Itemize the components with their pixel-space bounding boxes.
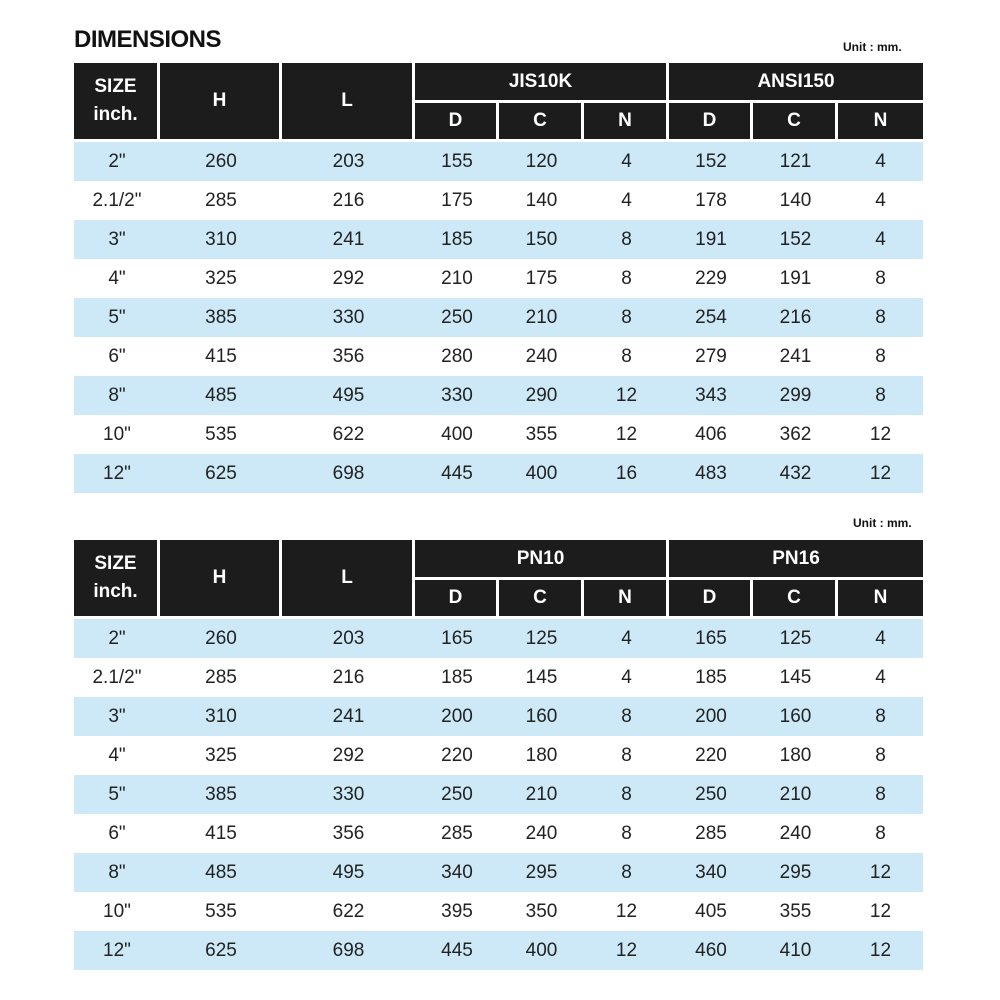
table-cell-g2-d: 165: [669, 619, 753, 658]
table-cell-l: 203: [282, 142, 415, 181]
table-cell-g1-c: 400: [499, 454, 584, 493]
table-cell-h: 325: [205, 267, 237, 289]
table-cell-g1-n: 12: [584, 376, 669, 415]
table-cell-g1-n: 8: [584, 220, 669, 259]
table-cell-g1-c: 355: [525, 423, 558, 445]
table-cell-g1-n: 4: [621, 666, 632, 688]
l-header: L: [282, 540, 415, 619]
table-cell-g1-c: 150: [499, 220, 584, 259]
table-cell-l: 495: [282, 376, 415, 415]
table-cell-g1-n: 16: [584, 454, 669, 493]
sub-header-d: D: [669, 580, 753, 619]
sub-header-n: N: [584, 580, 669, 619]
table-cell-size: 8": [74, 376, 160, 415]
table-cell-g1-d: 185: [441, 666, 473, 688]
table-cell-g1-c: 290: [499, 376, 584, 415]
table-cell-g1-c: 240: [525, 822, 558, 844]
size-header-unit: inch.: [93, 581, 138, 602]
group-header-pn16: PN16: [669, 540, 923, 580]
table-cell-g2-d: 343: [669, 376, 753, 415]
table-cell-g2-c: 140: [779, 189, 812, 211]
sub-header-n: N: [838, 580, 923, 619]
table-cell-g2-n: 4: [838, 220, 923, 259]
table-cell-g1-c: 350: [525, 900, 558, 922]
table-cell-h: 310: [160, 697, 282, 736]
table-cell-g1-n: 8: [584, 853, 669, 892]
table-cell-g1-c: 180: [525, 744, 558, 766]
size-header: [74, 540, 160, 619]
table-cell-g2-n: 12: [869, 900, 892, 922]
table-cell-g1-d: 220: [441, 744, 473, 766]
table-cell-g2-d: 178: [695, 189, 727, 211]
table-cell-h: 385: [160, 775, 282, 814]
table-cell-g2-d: 483: [669, 454, 753, 493]
table-cell-g2-d: 285: [695, 822, 727, 844]
table-cell-l: 292: [332, 267, 365, 289]
table-cell-size: 6": [108, 345, 126, 367]
table-cell-g2-c: 160: [753, 697, 838, 736]
table-cell-l: 356: [332, 345, 365, 367]
table-cell-g2-c: 362: [779, 423, 812, 445]
table-cell-g2-d: 185: [695, 666, 727, 688]
table-cell-g1-n: 4: [621, 189, 632, 211]
table-cell-g1-c: 295: [499, 853, 584, 892]
table-cell-g2-d: 191: [669, 220, 753, 259]
table-cell-g2-c: 355: [779, 900, 812, 922]
table-cell-g1-c: 240: [525, 345, 558, 367]
group-header-ansi150: ANSI150: [669, 63, 923, 103]
table-cell-l: 622: [332, 423, 365, 445]
table-cell-size: 6": [108, 822, 126, 844]
table-cell-g1-n: 8: [621, 345, 632, 367]
table-cell-g2-c: 410: [753, 931, 838, 970]
table-cell-g2-c: 125: [753, 619, 838, 658]
page-title: DIMENSIONS: [74, 26, 222, 53]
group-header-jis10k: JIS10K: [415, 63, 669, 103]
table-cell-g2-n: 12: [838, 931, 923, 970]
table-cell-size: 2": [74, 142, 160, 181]
table-cell-size: 3": [74, 220, 160, 259]
table-cell-g1-d: 165: [415, 619, 499, 658]
table-cell-size: 5": [74, 775, 160, 814]
sub-header-n: N: [584, 103, 669, 142]
table-cell-g2-n: 8: [875, 744, 886, 766]
table-cell-g1-n: 8: [584, 775, 669, 814]
table-cell-size: 4": [108, 744, 126, 766]
table-cell-g2-n: 12: [869, 423, 892, 445]
table-cell-g2-n: 8: [838, 697, 923, 736]
table-cell-g1-d: 185: [415, 220, 499, 259]
table-cell-h: 285: [205, 189, 237, 211]
table-cell-l: 622: [332, 900, 365, 922]
table-cell-g2-c: 432: [753, 454, 838, 493]
table-cell-g1-d: 280: [441, 345, 473, 367]
table-cell-g2-d: 405: [695, 900, 727, 922]
size-header-label: SIZE: [94, 76, 137, 98]
table-cell-h: 415: [205, 345, 237, 367]
table-cell-g2-n: 8: [838, 376, 923, 415]
table-cell-size: 12": [74, 931, 160, 970]
table-cell-g2-d: 254: [669, 298, 753, 337]
table-cell-g2-c: 299: [753, 376, 838, 415]
table-cell-l: 495: [282, 853, 415, 892]
table-cell-g1-n: 12: [615, 900, 638, 922]
table-cell-l: 356: [332, 822, 365, 844]
table-cell-g2-n: 8: [838, 775, 923, 814]
table-cell-g2-n: 4: [838, 142, 923, 181]
table-cell-g1-c: 210: [499, 298, 584, 337]
table-cell-h: 260: [160, 142, 282, 181]
table-cell-size: 12": [74, 454, 160, 493]
table-cell-l: 292: [332, 744, 365, 766]
table-cell-h: 485: [160, 853, 282, 892]
table-cell-size: 10": [103, 900, 131, 922]
table-cell-g2-n: 12: [838, 454, 923, 493]
dimensions-table-jis-ansi: [74, 63, 923, 493]
table-cell-l: 698: [282, 931, 415, 970]
table-cell-l: 216: [332, 189, 365, 211]
table-cell-g2-d: 200: [669, 697, 753, 736]
table-cell-size: 10": [103, 423, 131, 445]
table-cell-g2-c: 295: [753, 853, 838, 892]
table-cell-g2-c: 145: [779, 666, 812, 688]
table-cell-g2-n: 4: [875, 666, 886, 688]
table-cell-g2-n: 8: [875, 345, 886, 367]
table-cell-g1-c: 145: [525, 666, 558, 688]
table-cell-l: 203: [282, 619, 415, 658]
h-header: H: [160, 540, 282, 619]
table-cell-g2-n: 8: [838, 298, 923, 337]
table-cell-h: 285: [205, 666, 237, 688]
table-cell-h: 260: [160, 619, 282, 658]
table-cell-g2-c: 210: [753, 775, 838, 814]
table-cell-g1-n: 12: [615, 423, 638, 445]
table-cell-g2-d: 460: [669, 931, 753, 970]
sub-header-d: D: [415, 580, 499, 619]
table-cell-g2-c: 180: [779, 744, 812, 766]
table-cell-l: 241: [282, 697, 415, 736]
table-cell-g1-d: 210: [441, 267, 473, 289]
sub-header-d: D: [415, 103, 499, 142]
table-cell-g1-d: 200: [415, 697, 499, 736]
table-cell-h: 535: [205, 423, 237, 445]
table-cell-g2-n: 8: [875, 822, 886, 844]
table-cell-g1-n: 4: [584, 142, 669, 181]
table-cell-g1-d: 340: [415, 853, 499, 892]
table-cell-g1-d: 445: [415, 931, 499, 970]
table-cell-g1-n: 8: [621, 267, 632, 289]
unit-label: Unit : mm.: [843, 40, 902, 54]
table-cell-h: 485: [160, 376, 282, 415]
table-cell-g2-d: 279: [695, 345, 727, 367]
table-cell-g1-d: 330: [415, 376, 499, 415]
table-cell-g1-n: 8: [584, 298, 669, 337]
table-cell-g1-c: 210: [499, 775, 584, 814]
table-cell-g1-c: 125: [499, 619, 584, 658]
table-cell-g1-c: 400: [499, 931, 584, 970]
table-cell-g1-c: 120: [499, 142, 584, 181]
table-cell-g2-n: 12: [838, 853, 923, 892]
table-cell-g2-n: 4: [875, 189, 886, 211]
table-cell-size: 2.1/2": [92, 666, 142, 688]
table-cell-g2-d: 250: [669, 775, 753, 814]
table-cell-g1-n: 12: [584, 931, 669, 970]
table-cell-g1-d: 285: [441, 822, 473, 844]
table-cell-l: 216: [332, 666, 365, 688]
table-cell-g1-d: 400: [441, 423, 473, 445]
table-cell-g2-c: 152: [753, 220, 838, 259]
table-cell-g1-d: 250: [415, 298, 499, 337]
h-header: H: [160, 63, 282, 142]
sub-header-c: C: [753, 103, 838, 142]
table-cell-g2-c: 240: [779, 822, 812, 844]
table-cell-g2-c: 191: [779, 267, 812, 289]
table-cell-h: 385: [160, 298, 282, 337]
table-cell-g1-c: 175: [525, 267, 558, 289]
table-cell-h: 415: [205, 822, 237, 844]
table-cell-size: 3": [74, 697, 160, 736]
size-header-unit: inch.: [93, 104, 138, 125]
table-cell-g1-d: 395: [441, 900, 473, 922]
sub-header-c: C: [499, 103, 584, 142]
table-cell-g1-c: 140: [525, 189, 558, 211]
table-cell-g1-c: 160: [499, 697, 584, 736]
sub-header-c: C: [499, 580, 584, 619]
table-cell-g2-c: 241: [779, 345, 812, 367]
sub-header-d: D: [669, 103, 753, 142]
table-cell-g2-n: 8: [875, 267, 886, 289]
table-cell-g1-n: 8: [584, 697, 669, 736]
table-cell-size: 5": [74, 298, 160, 337]
table-cell-g2-d: 229: [695, 267, 727, 289]
table-cell-g1-d: 445: [415, 454, 499, 493]
table-cell-g2-d: 340: [669, 853, 753, 892]
table-cell-g2-d: 406: [695, 423, 727, 445]
group-header-pn10: PN10: [415, 540, 669, 580]
sub-header-n: N: [838, 103, 923, 142]
table-cell-size: 2.1/2": [92, 189, 142, 211]
table-cell-h: 325: [205, 744, 237, 766]
table-cell-g1-d: 250: [415, 775, 499, 814]
table-cell-g1-n: 8: [621, 744, 632, 766]
table-cell-g2-d: 220: [695, 744, 727, 766]
table-cell-size: 4": [108, 267, 126, 289]
table-cell-g2-c: 121: [753, 142, 838, 181]
l-header: L: [282, 63, 415, 142]
table-cell-h: 625: [160, 454, 282, 493]
table-cell-size: 8": [74, 853, 160, 892]
table-cell-g1-d: 175: [441, 189, 473, 211]
unit-label: Unit : mm.: [853, 516, 912, 530]
dimensions-table-pn: [74, 540, 923, 970]
table-cell-g2-d: 152: [669, 142, 753, 181]
table-cell-g2-n: 4: [838, 619, 923, 658]
table-cell-l: 241: [282, 220, 415, 259]
table-cell-g1-d: 155: [415, 142, 499, 181]
size-header: [74, 63, 160, 142]
size-header-label: SIZE: [94, 553, 137, 575]
sub-header-c: C: [753, 580, 838, 619]
table-cell-h: 625: [160, 931, 282, 970]
table-cell-g1-n: 8: [621, 822, 632, 844]
table-cell-h: 535: [205, 900, 237, 922]
table-cell-l: 330: [282, 775, 415, 814]
table-cell-g1-n: 4: [584, 619, 669, 658]
table-cell-h: 310: [160, 220, 282, 259]
table-cell-l: 698: [282, 454, 415, 493]
table-cell-g2-c: 216: [753, 298, 838, 337]
table-cell-l: 330: [282, 298, 415, 337]
table-cell-size: 2": [74, 619, 160, 658]
